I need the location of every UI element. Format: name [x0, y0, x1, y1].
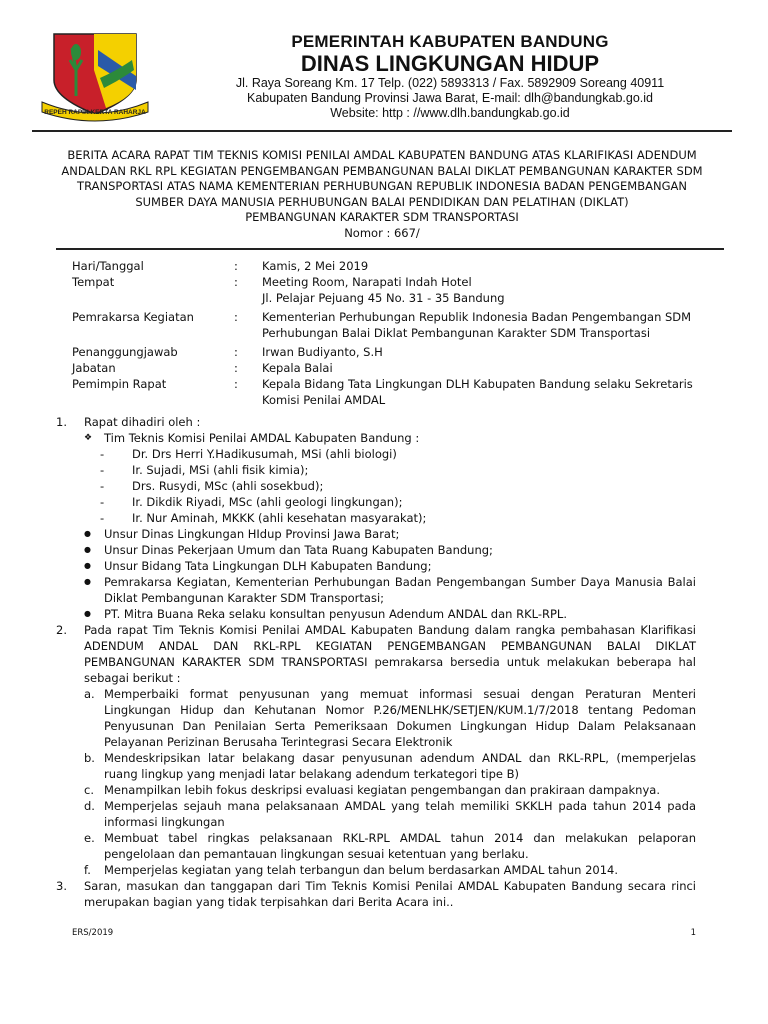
letterhead-divider — [32, 130, 732, 132]
info-row-initiator — [72, 309, 712, 341]
page-footer — [72, 928, 696, 938]
list-item-conclusion — [56, 878, 696, 910]
dot-bullet-icon: ● — [84, 529, 91, 538]
member-item — [84, 478, 696, 494]
info-value — [262, 376, 712, 408]
attendee-item — [84, 526, 696, 542]
svg-text:REPEH RAPIH KERTA RAHARJA: REPEH RAPIH KERTA RAHARJA — [44, 109, 146, 116]
title-line: ANDALDAN RKL RPL KEGIATAN PENGEMBANGAN PEMBANGUNAN BALAI DIKLAT PEMBANGUNAN KARAKTER SDM — [61, 163, 703, 178]
info-value-line: Jl. Pelajar Pejuang 45 No. 31 - 35 Bandung — [262, 291, 505, 305]
list-item-agreements — [56, 622, 696, 878]
attendee-text: Unsur Dinas Pekerjaan Umum dan Tata Ruang Kabupaten Bandung; — [104, 543, 493, 557]
meeting-info-table — [72, 258, 712, 408]
info-label: Penanggungjawab — [72, 345, 178, 359]
info-value — [262, 309, 712, 341]
info-row-position — [72, 360, 712, 376]
point-letter: e. — [84, 831, 95, 845]
title-divider — [56, 248, 724, 250]
document-body — [56, 414, 696, 910]
info-colon: : — [234, 345, 238, 359]
member-item — [84, 510, 696, 526]
member-text: Drs. Rusydi, MSc (ahli sosekbud); — [132, 479, 324, 493]
item-number: 2. — [56, 623, 67, 637]
letterhead — [190, 32, 710, 121]
title-line: TRANSPORTASI ATAS NAMA KEMENTERIAN PERHUBUNGAN REPUBLIK INDONESIA BADAN PENGEMBANGAN — [77, 179, 687, 193]
info-colon: : — [234, 377, 238, 391]
document-number: Nomor : 667/ — [344, 225, 420, 240]
point-letter: c. — [84, 783, 94, 797]
point-item — [84, 782, 696, 798]
attendee-text: PT. Mitra Buana Reka selaku konsultan penyusun Adendum ANDAL dan RKL-RPL. — [104, 607, 567, 621]
page-number: 1 — [690, 928, 696, 938]
group-bullet — [84, 430, 696, 446]
point-letter: a. — [84, 687, 95, 701]
attendee-item — [84, 542, 696, 558]
info-value: Kepala Balai — [262, 361, 333, 375]
info-colon: : — [234, 361, 238, 375]
member-item — [84, 446, 696, 462]
info-row-responsible — [72, 344, 712, 360]
attendee-item — [84, 606, 696, 622]
info-value: Irwan Budiyanto, S.H — [262, 345, 383, 359]
point-text: Memperjelas kegiatan yang telah terbangun dan belum berdasarkan AMDAL tahun 2014. — [104, 863, 619, 877]
info-value-line: Kementerian Perhubungan Republik Indonesia Badan Pengembangan SDM — [262, 310, 692, 324]
info-row-chair — [72, 376, 712, 408]
info-row-place — [72, 274, 712, 306]
info-value-line: Meeting Room, Narapati Indah Hotel — [262, 275, 472, 289]
footer-code: ERS/2019 — [72, 928, 114, 938]
info-label: Hari/Tanggal — [72, 259, 144, 273]
point-text: Memperbaiki format penyusunan yang memuat informasi sesuai dengan Peraturan Menteri Lingkungan Hidup dan Kehutanan Nomor P.26/MENLHK/SETJEN/KUM.1/7/2018 tentang Pedoman Penyusunan Dan Penilaian Serta Pemeriksaan Dokumen Lingkungan Hidup Dalam Pelaksanaan Pelayanan Perizinan Berusaha Terintegrasi Secara Elektronik — [104, 687, 696, 749]
address-line-1: Jl. Raya Soreang Km. 17 Telp. (022) 5893313 / Fax. 5892909 Soreang 40911 — [235, 76, 665, 90]
dash-icon: - — [100, 479, 105, 493]
department-name: DINAS LINGKUNGAN HIDUP — [300, 51, 600, 76]
info-value-line: Komisi Penilai AMDAL — [262, 393, 386, 407]
dash-icon: - — [100, 463, 105, 477]
info-label: Pemimpin Rapat — [72, 377, 167, 391]
point-text: Mendeskripsikan latar belakang dasar penyusunan adendum ANDAL dan RKL-RPL, (memperjelas ruang lingkup yang menjadi latar belakang adendum terkategori tipe B) — [104, 751, 696, 781]
member-item — [84, 462, 696, 478]
title-line: SUMBER DAYA MANUSIA PERHUBUNGAN BALAI PENDIDIKAN DAN PELATIHAN (DIKLAT) — [135, 194, 629, 209]
dot-bullet-icon: ● — [84, 577, 91, 586]
item-content — [84, 414, 696, 622]
point-item — [84, 830, 696, 862]
item-number: 1. — [56, 415, 67, 429]
attendee-text: Unsur Bidang Tata Lingkungan DLH Kabupaten Bandung; — [104, 559, 432, 573]
item-text: Pada rapat Tim Teknis Komisi Penilai AMDAL Kabupaten Bandung dalam rangka pembahasan Klarifikasi ADENDUM ANDAL DAN RKL-RPL KEGIATAN PENGEMBANGAN PEMBANGUNAN BALAI DIKLAT PEMBANGUNAN KARAKTER SDM TRANSPORTASI pemrakarsa bersedia untuk melakukan beberapa hal sebagai berikut : — [84, 623, 696, 685]
info-colon: : — [234, 275, 238, 289]
address-line-2: Kabupaten Bandung Provinsi Jawa Barat, E-mail: dlh@bandungkab.go.id — [246, 91, 653, 105]
kabupaten-bandung-logo — [36, 30, 154, 122]
member-text: Ir. Sujadi, MSi (ahli fisik kimia); — [132, 463, 309, 477]
info-value-line: Kepala Bidang Tata Lingkungan DLH Kabupaten Bandung selaku Sekretaris — [262, 377, 693, 391]
point-item — [84, 686, 696, 750]
website-line: Website: http : //www.dlh.bandungkab.go.id — [330, 106, 570, 120]
info-colon: : — [234, 310, 238, 324]
attendee-text: Unsur Dinas Lingkungan HIdup Provinsi Jawa Barat; — [104, 527, 400, 541]
diamond-bullet-icon: ❖ — [84, 433, 93, 443]
member-text: Ir. Nur Aminah, MKKK (ahli kesehatan masyarakat); — [132, 511, 427, 525]
info-value-line: Perhubungan Balai Diklat Pembangunan Karakter SDM Transportasi — [262, 326, 651, 340]
point-item — [84, 798, 696, 830]
title-line: PEMBANGUNAN KARAKTER SDM TRANSPORTASI — [245, 210, 519, 224]
info-value — [262, 274, 712, 306]
item-text: Rapat dihadiri oleh : — [84, 415, 201, 429]
attendee-item — [84, 574, 696, 606]
title-line: BERITA ACARA RAPAT TIM TEKNIS KOMISI PENILAI AMDAL KABUPATEN BANDUNG ATAS KLARIFIKASI ADENDUM — [67, 148, 697, 162]
info-label: Jabatan — [72, 361, 116, 375]
member-text: Ir. Dikdik Riyadi, MSc (ahli geologi lingkungan); — [132, 495, 403, 509]
point-item — [84, 750, 696, 782]
attendee-text: Pemrakarsa Kegiatan, Kementerian Perhubungan Badan Pengembangan Sumber Daya Manusia Balai Diklat Pembangunan Karakter SDM Transportasi; — [104, 575, 696, 605]
dot-bullet-icon: ● — [84, 545, 91, 554]
info-label: Pemrakarsa Kegiatan — [72, 310, 194, 324]
government-name: PEMERINTAH KABUPATEN BANDUNG — [291, 32, 609, 51]
document-title — [34, 148, 730, 241]
item-text: Saran, masukan dan tanggapan dari Tim Teknis Komisi Penilai AMDAL Kabupaten Bandung secara rinci merupakan bagian yang tidak terpisahkan dari Berita Acara ini.. — [84, 879, 696, 909]
dot-bullet-icon: ● — [84, 609, 91, 618]
attendee-item — [84, 558, 696, 574]
dash-icon: - — [100, 447, 105, 461]
info-row-date — [72, 258, 712, 274]
item-number: 3. — [56, 879, 67, 893]
item-content — [84, 622, 696, 878]
member-item — [84, 494, 696, 510]
member-text: Dr. Drs Herri Y.Hadikusumah, MSi (ahli biologi) — [132, 447, 397, 461]
point-letter: b. — [84, 751, 95, 765]
point-letter: d. — [84, 799, 95, 813]
dash-icon: - — [100, 495, 105, 509]
info-colon: : — [234, 259, 238, 273]
point-letter: f. — [84, 863, 91, 877]
group-title: Tim Teknis Komisi Penilai AMDAL Kabupaten Bandung : — [104, 431, 420, 445]
list-item-attendance — [56, 414, 696, 622]
info-label: Tempat — [72, 275, 115, 289]
point-item — [84, 862, 696, 878]
dot-bullet-icon: ● — [84, 561, 91, 570]
point-text: Menampilkan lebih fokus deskripsi evaluasi kegiatan pengembangan dan prakiraan dampaknya. — [104, 783, 660, 797]
dash-icon: - — [100, 511, 105, 525]
point-text: Membuat tabel ringkas pelaksanaan RKL-RPL AMDAL tahun 2014 dan melakukan pelaporan pengelolaan dan pemantauan lingkungan sesuai ketentuan yang berlaku. — [104, 831, 696, 861]
info-value: Kamis, 2 Mei 2019 — [262, 259, 369, 273]
point-text: Memperjelas sejauh mana pelaksanaan AMDAL yang telah memiliki SKKLH pada tahun 2014 pada informasi lingkungan — [104, 799, 696, 829]
